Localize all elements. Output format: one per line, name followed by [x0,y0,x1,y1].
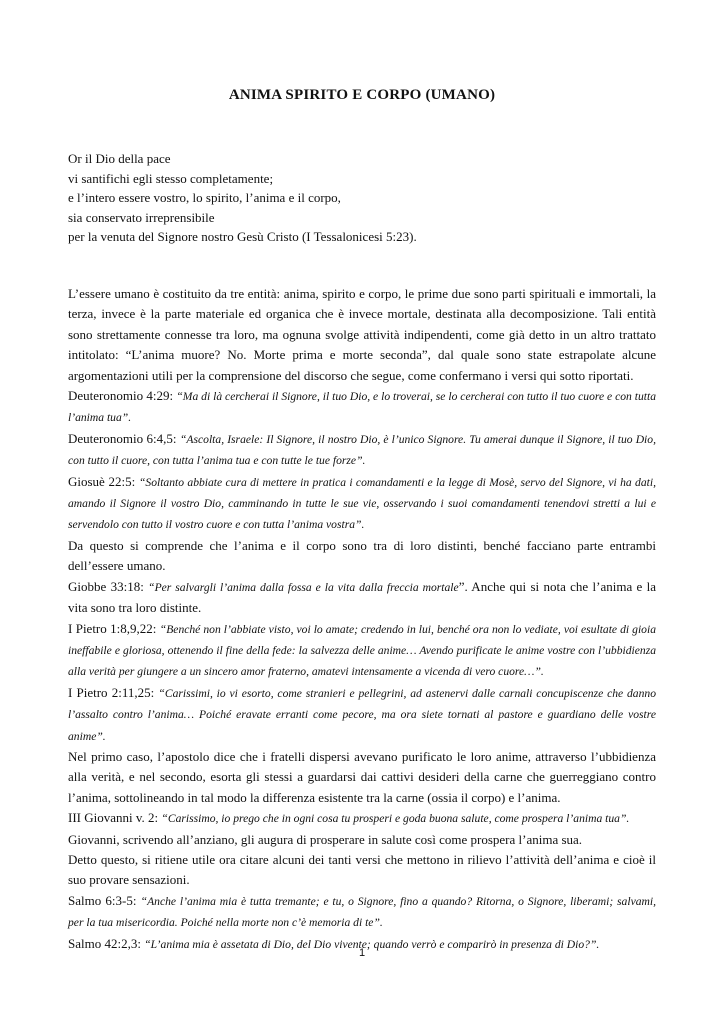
body-paragraph: Da questo si comprende che l’anima e il corpo sono tra di loro distinti, benché facciano parte entrambi dell’essere umano. [68,537,656,574]
verse-reference: Deuteronomio 4:29: [68,388,177,404]
verse-reference: I Pietro 2:11,25: [68,684,159,700]
verse-paragraph [68,386,656,429]
document-body [68,284,656,955]
verse-paragraph [68,577,656,619]
body-paragraph: Giovanni, scrivendo all’anziano, gli augura di prosperare in salute così come prospera l’anima sua. [68,831,583,847]
page-title: ANIMA SPIRITO E CORPO (UMANO) [228,87,496,103]
verse-paragraph [68,808,656,829]
epigraph-line: per la venuta del Signore nostro Gesù Cristo (I Tessalonicesi 5:23). [68,229,417,245]
verse-reference: Salmo 42:2,3: [68,935,145,951]
verse-paragraph [68,619,656,683]
verse-reference: Giobbe 33:18: [68,578,149,594]
epigraph-line: vi santifichi egli stesso completamente; [68,170,274,186]
verse-reference: Salmo 6:3-5: [68,892,141,908]
page-number: 1 [358,947,366,959]
epigraph-line: sia conservato irreprensibile [68,209,215,225]
verse-quote: “Ascolta, Israele: Il Signore, il nostro Dio, è l’unico Signore. Tu amerai dunque il Signore, il tuo Dio, con tutto il cuore, con tutta l’anima tua e con tutte le tue forze”. [68,432,656,468]
body-paragraph: Detto questo, si ritiene utile ora citare alcuni dei tanti versi che mettono in rilievo l’attività dell’anima e cioè il suo provare sensazioni. [68,851,656,888]
verse-paragraph [68,472,656,536]
verse-paragraph [68,891,656,934]
verse-reference: III Giovanni v. 2: [68,810,162,826]
epigraph [68,149,668,247]
verse-paragraph [68,429,656,472]
intro-paragraph: L’essere umano è costituito da tre entità: anima, spirito e corpo, le prime due sono parti spirituali e immortali, la terza, invece è la parte materiale ed organica che è invece mortale, destinata alla decomposizione. Tali entità sono strettamente connesse tra loro, ma ognuna svolge attività indipendenti, come già detto in un altro trattato intitolato: “L’anima muore? No. Morte prima e morte seconda”, dal quale sono state estrapolate alcune argomentazioni utili per la comprensione del discorso che segue, come confermano i versi qui sotto riportati. [68,286,656,383]
verse-quote: “Anche l’anima mia è tutta tremante; e tu, o Signore, fino a quando? Ritorna, o Signore, liberami; salvami, per la tua misericordia. Poiché nella morte non c’è memoria di te”. [68,894,657,930]
verse-quote: “Carissimi, io vi esorto, come stranieri e pellegrini, ad astenervi dalle carnali concupiscenze che danno l’assalto contro l’anima… Poiché eravate erranti come pecore, ma ora siete tornati al pastore e guardiano delle vostre anime”. [68,686,656,743]
verse-quote: “Benché non l’abbiate visto, voi lo amate; credendo in lui, benché ora non lo vediate, voi esultate di gioia ineffabile e gloriosa, ottenendo il fine della fede: la salvezza delle anime… Avendo purificate le anime vostre con l’ubbidienza alla verità per giungere a un sincero amor fraterno, amatevi intensamente a vicenda di vero cuore…”. [68,622,656,679]
epigraph-line: Or il Dio della pace [68,151,171,166]
verse-commentary: ”. Anche qui si nota che l’anima e la vita sono tra loro distinte. [68,578,656,616]
verse-quote: “Ma di là cercherai il Signore, il tuo Dio, e lo troverai, se lo cercherai con tutto il tuo cuore e con tutta l’anima tua”. [68,390,656,425]
verse-quote: “Soltanto abbiate cura di mettere in pratica i comandamenti e la legge di Mosè, servo del Signore, vi ha dati, amando il Signore il vostro Dio, camminando in tutte le sue vie, osservando i suoi comandamenti tenendovi stretti a lui e servendolo con tutto il vostro cuore e con tutta l’anima vostra”. [68,475,656,532]
verse-paragraph [68,683,656,747]
verse-quote: “Per salvargli l’anima dalla fossa e la vita dalla freccia mortale [148,580,459,594]
verse-reference: I Pietro 1:8,9,22: [68,620,160,636]
epigraph-line: e l’intero essere vostro, lo spirito, l’anima e il corpo, [68,190,341,206]
body-paragraph: Nel primo caso, l’apostolo dice che i fratelli dispersi avevano purificato le loro anime, attraverso l’ubbidienza alla verità, e nel secondo, esorta gli stessi a guardarsi dai cattivi desideri della carne che guerreggiano contro l’anima, sottolineando in tal modo la differenza esistente tra la carne (ossia il corpo) e l’anima. [68,748,656,805]
verse-reference: Giosuè 22:5: [68,473,139,489]
verse-reference: Deuteronomio 6:4,5: [68,430,180,446]
verse-quote: “Carissimo, io prego che in ogni cosa tu prosperi e goda buona salute, come prospera l’anima tua”. [161,812,630,826]
verse-quote: “L’anima mia è assetata di Dio, del Dio vivente; quando verrò e comparirò in presenza di Dio?”. [144,937,600,951]
